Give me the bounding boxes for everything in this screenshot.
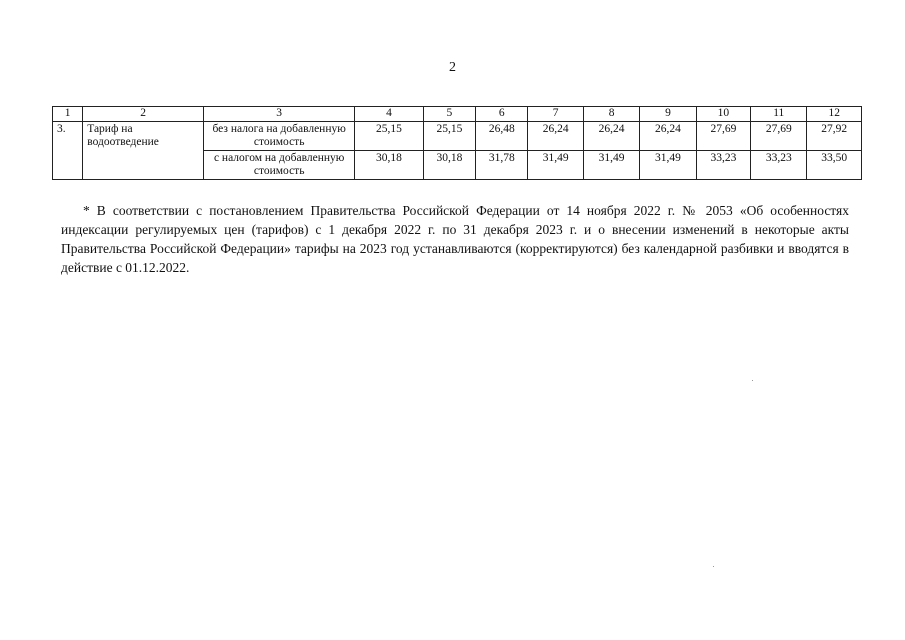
scan-speck	[752, 380, 753, 381]
column-header: 11	[751, 107, 807, 122]
tariff-value: 30,18	[355, 151, 424, 180]
tariff-table	[52, 106, 862, 180]
column-header: 3	[204, 107, 355, 122]
tariff-value: 26,24	[640, 122, 696, 151]
tariff-value: 31,49	[528, 151, 583, 180]
column-header: 5	[423, 107, 475, 122]
table-row	[53, 122, 862, 151]
tariff-kind: с налогом на добавленную стоимость	[204, 151, 355, 180]
column-header: 1	[53, 107, 83, 122]
tariff-value: 26,24	[583, 122, 639, 151]
footnote-text: * В соответствии с постановлением Правительства Российской Федерации от 14 ноября 2022 г. № 2053 «Об особенностях индексации регулируемых цен (тарифов) с 1 декабря 2022 г. по 31 декабря 2023 г. и о внесении изменений в некоторые акты Правительства Российской Федерации» тарифы на 2023 год устанавливаются (корректируются) без календарной разбивки и вводятся в действие с 01.12.2022.	[61, 203, 849, 275]
tariff-value: 31,49	[640, 151, 696, 180]
tariff-value: 26,24	[528, 122, 583, 151]
tariff-value: 33,23	[751, 151, 807, 180]
tariff-value: 33,50	[807, 151, 862, 180]
scan-speck	[713, 566, 714, 567]
tariff-value: 25,15	[423, 122, 475, 151]
tariff-name: Тариф на водоотведение	[83, 122, 204, 180]
page-number: 2	[449, 60, 456, 75]
tariff-value: 30,18	[423, 151, 475, 180]
row-index: 3.	[53, 122, 83, 180]
tariff-value: 27,69	[751, 122, 807, 151]
tariff-value: 27,69	[696, 122, 750, 151]
tariff-value: 31,78	[476, 151, 528, 180]
column-header: 8	[583, 107, 639, 122]
tariff-value: 26,48	[476, 122, 528, 151]
tariff-value: 33,23	[696, 151, 750, 180]
column-header: 9	[640, 107, 696, 122]
column-header: 7	[528, 107, 583, 122]
column-header: 6	[476, 107, 528, 122]
column-header: 4	[355, 107, 424, 122]
table-header-row	[53, 107, 862, 122]
tariff-value: 27,92	[807, 122, 862, 151]
tariff-value: 25,15	[355, 122, 424, 151]
column-header: 2	[83, 107, 204, 122]
footnote	[61, 201, 849, 277]
column-header: 10	[696, 107, 750, 122]
tariff-value: 31,49	[583, 151, 639, 180]
tariff-kind: без налога на добавленную стоимость	[204, 122, 355, 151]
column-header: 12	[807, 107, 862, 122]
